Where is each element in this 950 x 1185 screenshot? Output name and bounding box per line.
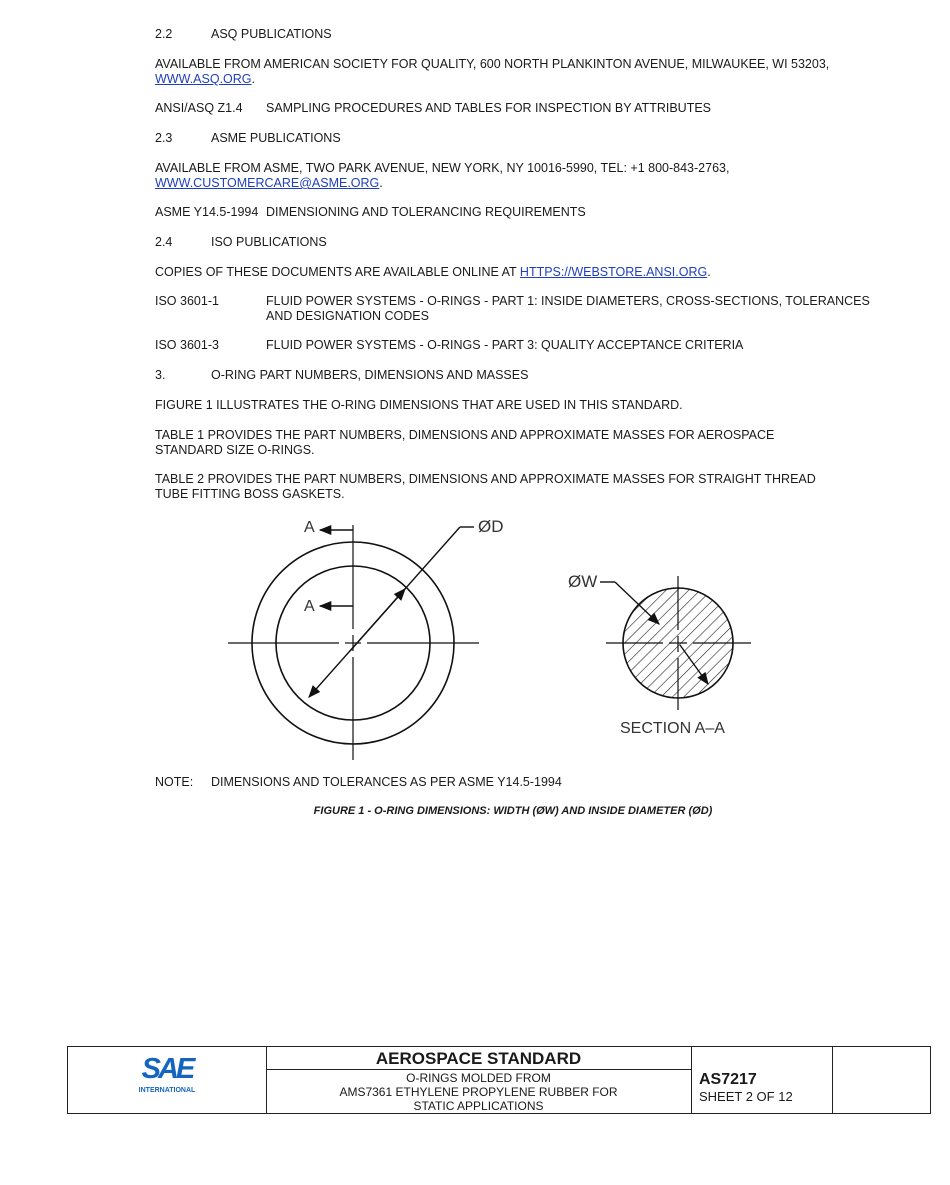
note-label: NOTE:: [155, 775, 194, 789]
reference-id: ISO 3601-1: [155, 294, 219, 308]
asq-link[interactable]: WWW.ASQ.ORG: [155, 72, 252, 86]
paragraph-figure-1: FIGURE 1 ILLUSTRATES THE O-RING DIMENSIONS THAT ARE USED IN THIS STANDARD.: [155, 398, 683, 412]
iso-availability: COPIES OF THESE DOCUMENTS ARE AVAILABLE ONLINE AT HTTPS://WEBSTORE.ANSI.ORG.: [155, 265, 711, 279]
document-number: AS7217: [699, 1071, 757, 1088]
asq-availability: AVAILABLE FROM AMERICAN SOCIETY FOR QUALITY, 600 NORTH PLANKINTON AVENUE, MILWAUKEE, WI 53203, WWW.ASQ.ORG.: [155, 57, 830, 86]
reference-desc: SAMPLING PROCEDURES AND TABLES FOR INSPECTION BY ATTRIBUTES: [266, 101, 712, 115]
section-title: ASQ PUBLICATIONS: [211, 27, 332, 41]
note-text: DIMENSIONS AND TOLERANCES AS PER ASME Y14.5-1994: [211, 775, 562, 789]
reference-desc: DIMENSIONING AND TOLERANCING REQUIREMENTS: [266, 205, 586, 219]
paragraph-table-2: TABLE 2 PROVIDES THE PART NUMBERS, DIMENSIONS AND APPROXIMATE MASSES FOR STRAIGHT THREAD TUBE FITTING BOSS GASKETS.: [155, 472, 816, 501]
sae-logo-mark: SAE: [141, 1053, 193, 1085]
ansi-link[interactable]: HTTPS://WEBSTORE.ANSI.ORG: [519, 265, 708, 279]
section-number: 2.3: [155, 131, 173, 145]
label-a-lower: A: [304, 598, 315, 615]
title-description-cell: [266, 1047, 692, 1113]
figure-caption: FIGURE 1 - O-RING DIMENSIONS: WIDTH (ØW) AND INSIDE DIAMETER (ØD): [313, 805, 713, 817]
section-title: ISO PUBLICATIONS: [211, 235, 327, 249]
document-number-cell: [691, 1047, 833, 1113]
sae-logo: [68, 1047, 267, 1113]
ring-front-view: [228, 525, 479, 760]
center-lines: [228, 525, 479, 760]
section-title: ASME PUBLICATIONS: [211, 131, 341, 145]
reference-desc-cont: AND DESIGNATION CODES: [266, 309, 429, 323]
section-title: O-RING PART NUMBERS, DIMENSIONS AND MASSES: [211, 368, 529, 382]
asme-availability: AVAILABLE FROM ASME, TWO PARK AVENUE, NEW YORK, NY 10016-5990, TEL: +1 800-843-2763, WWW.CUSTOMERCARE@ASME.ORG.: [155, 161, 730, 190]
sae-logo-subtitle: INTERNATIONAL: [138, 1087, 196, 1094]
label-a-upper: A: [304, 519, 315, 536]
standard-description: O-RINGS MOLDED FROM AMS7361 ETHYLENE PROPYLENE RUBBER FOR STATIC APPLICATIONS: [339, 1071, 618, 1113]
standard-heading: AEROSPACE STANDARD: [375, 1049, 582, 1068]
reference-desc: FLUID POWER SYSTEMS - O-RINGS - PART 3: QUALITY ACCEPTANCE CRITERIA: [266, 338, 744, 352]
section-view: [600, 576, 751, 710]
title-block: [67, 1046, 931, 1114]
section-number: 3.: [155, 368, 166, 382]
reference-desc: FLUID POWER SYSTEMS - O-RINGS - PART 1: INSIDE DIAMETERS, CROSS-SECTIONS, TOLERANCES: [266, 294, 870, 308]
reference-id: ASME Y14.5-1994: [155, 205, 259, 219]
reference-id: ANSI/ASQ Z1.4: [155, 101, 243, 115]
section-number: 2.2: [155, 27, 173, 41]
reference-id: ISO 3601-3: [155, 338, 219, 352]
label-section: SECTION A–A: [620, 720, 725, 737]
label-diameter: ØD: [478, 517, 504, 536]
paragraph-table-1: TABLE 1 PROVIDES THE PART NUMBERS, DIMENSIONS AND APPROXIMATE MASSES FOR AEROSPACE STANDARD SIZE O-RINGS.: [155, 428, 775, 457]
label-width: ØW: [568, 572, 598, 591]
section-number: 2.4: [155, 235, 173, 249]
asme-link[interactable]: WWW.CUSTOMERCARE@ASME.ORG: [155, 176, 380, 190]
sheet-number: SHEET 2 OF 12: [699, 1089, 793, 1104]
